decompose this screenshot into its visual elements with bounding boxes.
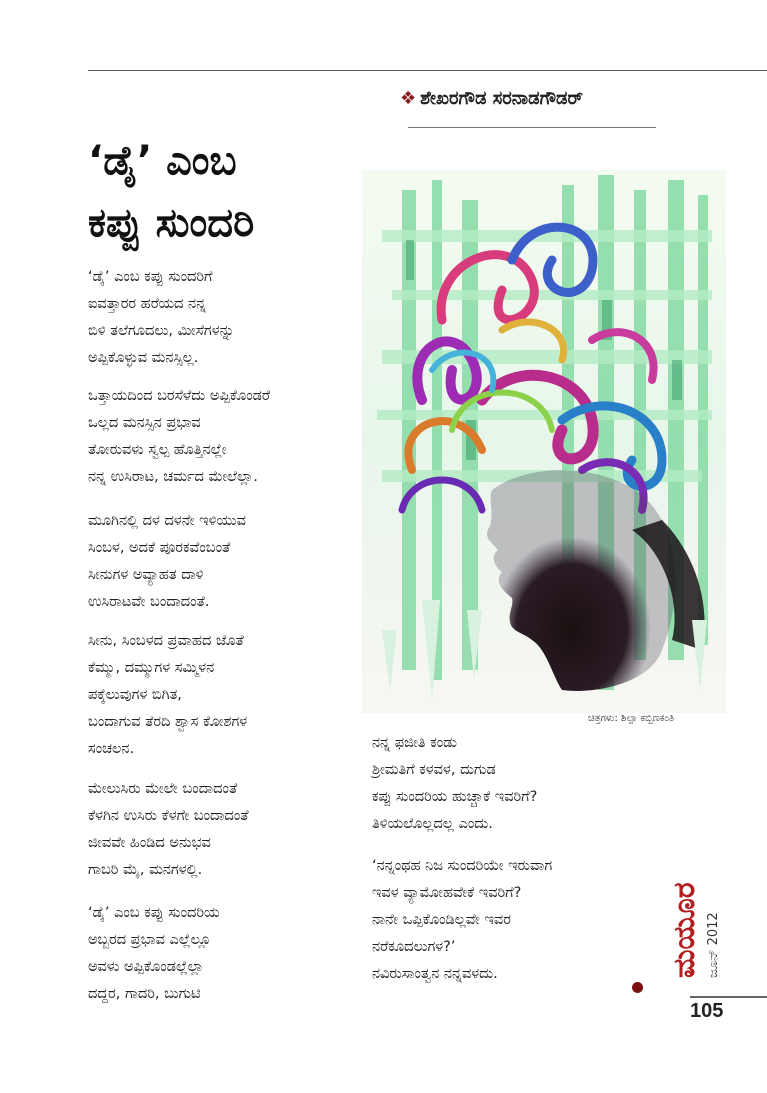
illustration-caption: ಚಿತ್ರಗಳು: ಶಿಲ್ಪಾ ಕಬ್ಬಿಣಕಂತಿ bbox=[588, 713, 675, 724]
illustration bbox=[362, 170, 726, 713]
poem-line: ಅಪ್ಪಿಕೊಳ್ಳುವ ಮನಸ್ಸಿಲ್ಲ. bbox=[88, 350, 199, 366]
poem-line: ಕೆಳಗಿನ ಉಸಿರು ಕೆಳಗೇ ಬಂದಾದಂತೆ bbox=[88, 808, 249, 824]
poem-line: ನನ್ನ ಉಸಿರಾಟ, ಚರ್ಮದ ಮೇಲೆಲ್ಲಾ. bbox=[88, 469, 258, 485]
page-number-rule bbox=[690, 996, 767, 998]
poem-line: ‘ನನ್ನಂಥಹ ನಿಜ ಸುಂದರಿಯೇ ಇರುವಾಗ bbox=[372, 858, 553, 874]
title-line-2: ಕಪ್ಪು ಸುಂದರಿ bbox=[88, 200, 255, 246]
poem-line: ಸೀನುಗಳ ಅವ್ಯಾಹತ ದಾಳಿ bbox=[88, 567, 204, 583]
poem-line: ‘ಡೈ’ ಎಂಬ ಕಪ್ಪು ಸುಂದರಿಯ bbox=[88, 905, 220, 921]
poem-line: ಐವತ್ತಾರರ ಹರೆಯದ ನನ್ನ bbox=[88, 296, 207, 312]
title-line-1: ‘ಡೈ’ ಎಂಬ bbox=[88, 138, 237, 184]
poem-line: ಒಲ್ಲದ ಮನಸ್ಸಿನ ಪ್ರಭಾವ bbox=[88, 415, 201, 431]
poem-line: ಜೀವವೇ ಹಿಂಡಿದ ಅನುಭವ bbox=[88, 835, 211, 851]
author-rule bbox=[408, 127, 656, 128]
poem-line: ಸಂಚಲನ. bbox=[88, 741, 135, 757]
author-byline bbox=[400, 88, 583, 109]
poem-line: ಗಾಬರಿ ಮೈ, ಮನಗಳಲ್ಲಿ. bbox=[88, 862, 203, 878]
author-name: ಶೇಖರಗೌಡ ಸರನಾಡಗೌಡರ್ bbox=[420, 88, 583, 109]
poem-line: ‘ಡೈ’ ಎಂಬ ಕಪ್ಪು ಸುಂದರಿಗೆ bbox=[88, 269, 213, 285]
stanza-2 bbox=[88, 383, 270, 491]
stanza-1 bbox=[88, 264, 234, 372]
diamond-bullet-icon: ❖ bbox=[400, 88, 417, 109]
stanza-3 bbox=[88, 508, 246, 616]
poem-line: ನನ್ನ ಫಜೀತಿ ಕಂಡು bbox=[372, 735, 457, 751]
poem-line: ಕೆಮ್ಮು, ದಮ್ಮುಗಳ ಸಮ್ಮಿಳನ bbox=[88, 660, 215, 676]
poem-line: ತೋರುವಳು ಸ್ವಲ್ಪ ಹೊತ್ತಿನಲ್ಲೇ bbox=[88, 442, 227, 458]
poem-line: ಬಿಳಿ ತಲೆಗೂದಲು, ಮೀಸೆಗಳನ್ನು bbox=[88, 323, 235, 339]
top-rule bbox=[88, 70, 767, 71]
poem-line: ಸೀನು, ಸಿಂಬಳದ ಪ್ರವಾಹದ ಜೊತೆ bbox=[88, 633, 244, 649]
poem-line: ಕಪ್ಪು ಸುಂದರಿಯ ಹುಚ್ಚಾಕೆ ಇವರಿಗೆ? bbox=[372, 789, 538, 805]
poem-line: ಅಬ್ಬರದ ಪ್ರಭಾವ ಎಲ್ಲೆಲ್ಲೂ bbox=[88, 932, 211, 948]
poem-line: ಸಿಂಬಳ, ಅದಕೆ ಪೂರಕವೆಂಬಂತೆ bbox=[88, 540, 231, 556]
poem-line: ಇವಳ ವ್ಯಾಮೋಹವೇಕೆ ಇವರಿಗೆ? bbox=[372, 885, 522, 901]
poem-line: ಉಸಿರಾಟವೇ ಬಂದಾದಂತೆ. bbox=[88, 594, 210, 610]
red-dot-ornament bbox=[632, 982, 643, 993]
poem-line: ನರೆಕೂದಲುಗಳ?’ bbox=[372, 939, 456, 955]
stanza-7 bbox=[372, 730, 537, 838]
poem-title bbox=[88, 130, 254, 254]
poem-line: ಮೂಗಿನಲ್ಲಿ ದಳ ದಳನೇ ಇಳಿಯುವ bbox=[88, 513, 246, 529]
poem-line: ಪಕ್ಕೆಲುವುಗಳ ಬಿಗಿತ, bbox=[88, 687, 182, 703]
poem-line: ತಿಳಿಯಲೊಲ್ಲದಲ್ಲ ಎಂದು. bbox=[372, 816, 493, 832]
poem-line: ಅವಳು ಅಪ್ಪಿಕೊಂಡಲ್ಲೆಲ್ಲಾ bbox=[88, 959, 204, 975]
magazine-name: ಮಯೂರ bbox=[667, 882, 702, 978]
stanza-5 bbox=[88, 776, 249, 884]
poem-line: ಒತ್ತಾಯದಿಂದ ಬರಸೆಳೆದು ಅಪ್ಪಿಕೊಂಡರೆ bbox=[88, 388, 271, 404]
poem-line: ನಾನೇ ಒಪ್ಪಿಕೊಂಡಿಲ್ಲವೇ ಇವರ bbox=[372, 912, 511, 928]
stanza-8 bbox=[372, 853, 552, 988]
poem-line: ದದ್ದರ, ಗಾದರಿ, ಬುಗುಟಿ bbox=[88, 986, 201, 1002]
poem-line: ಮೇಲುಸಿರು ಮೇಲೇ ಬಂದಾದಂತೆ bbox=[88, 781, 238, 797]
illustration-art bbox=[362, 170, 726, 713]
stanza-6 bbox=[88, 900, 220, 1008]
stanza-4 bbox=[88, 628, 247, 763]
poem-line: ಬಂದಾಗುವ ತೆರದಿ ಶ್ವಾಸ ಕೋಶಗಳ bbox=[88, 714, 248, 730]
poem-line: ಶ್ರೀಮತಿಗೆ ಕಳವಳ, ದುಗುಡ bbox=[372, 762, 496, 778]
page-number: 105 bbox=[690, 1000, 724, 1022]
issue-date: ಜೂನ್ 2012 bbox=[706, 912, 721, 978]
magazine-masthead bbox=[668, 808, 724, 978]
poem-line: ನವಿರುಸಾಂತ್ವನ ನನ್ನವಳದು. bbox=[372, 966, 498, 982]
